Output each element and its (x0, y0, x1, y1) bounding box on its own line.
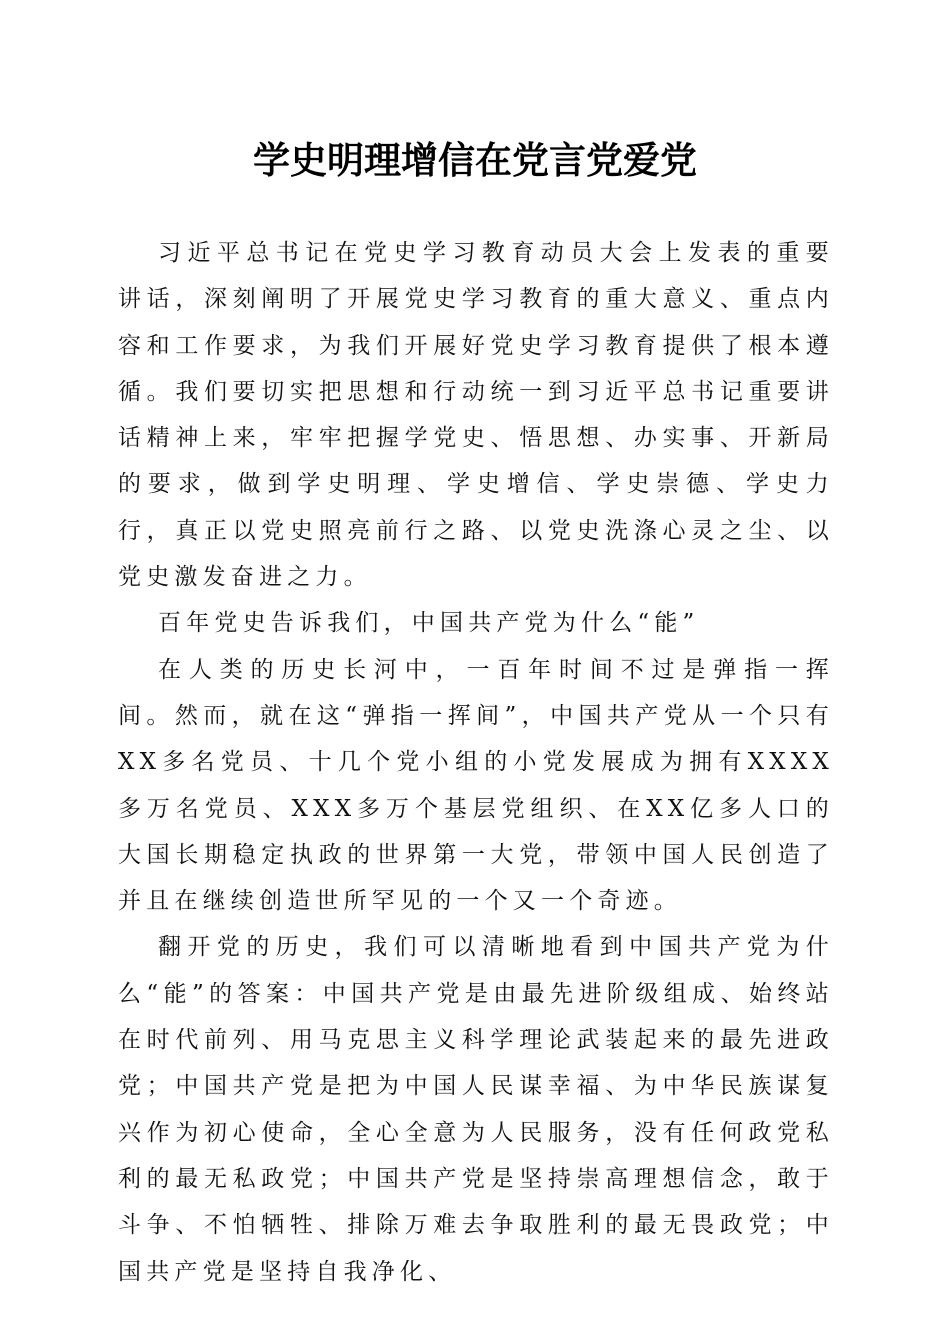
paragraph-4: 翻开党的历史，我们可以清晰地看到中国共产党为什么“能”的答案：中国共产党是由最先进阶级组成、始终站在时代前列、用马克思主义科学理论武装起来的最先进政党；中国共产党是把为中国人民谋幸福、为中华民族谋复兴作为初心使命，全心全意为人民服务，没有任何政党私利的最无私政党；中国共产党是坚持崇高理想信念，敢于斗争、不怕牺牲、排除万难去争取胜利的最无畏政党；中国共产党是坚持自我净化、 (118, 934, 834, 1285)
document-body (118, 230, 834, 1295)
paragraph-3: 在人类的历史长河中，一百年时间不过是弹指一挥间。然而，就在这“弹指一挥间”，中国共产党从一个只有XX多名党员、十几个党小组的小党发展成为拥有XXXX多万名党员、XXX多万个基层党组织、在XX亿多人口的大国长期稳定执政的世界第一大党，带领中国人民创造了并且在继续创造世所罕见的一个又一个奇迹。 (118, 656, 834, 915)
paragraph-1: 习近平总书记在党史学习教育动员大会上发表的重要讲话，深刻阐明了开展党史学习教育的重大意义、重点内容和工作要求，为我们开展好党史学习教育提供了根本遵循。我们要切实把思想和行动统一到习近平总书记重要讲话精神上来，牢牢把握学党史、悟思想、办实事、开新局的要求，做到学史明理、学史增信、学史崇德、学史力行，真正以党史照亮前行之路、以党史洗涤心灵之尘、以党史激发奋进之力。 (118, 240, 834, 591)
paragraph-2-heading: 百年党史告诉我们，中国共产党为什么“能” (158, 610, 700, 637)
document-title: 学史明理增信在党言党爱党 (253, 138, 697, 182)
